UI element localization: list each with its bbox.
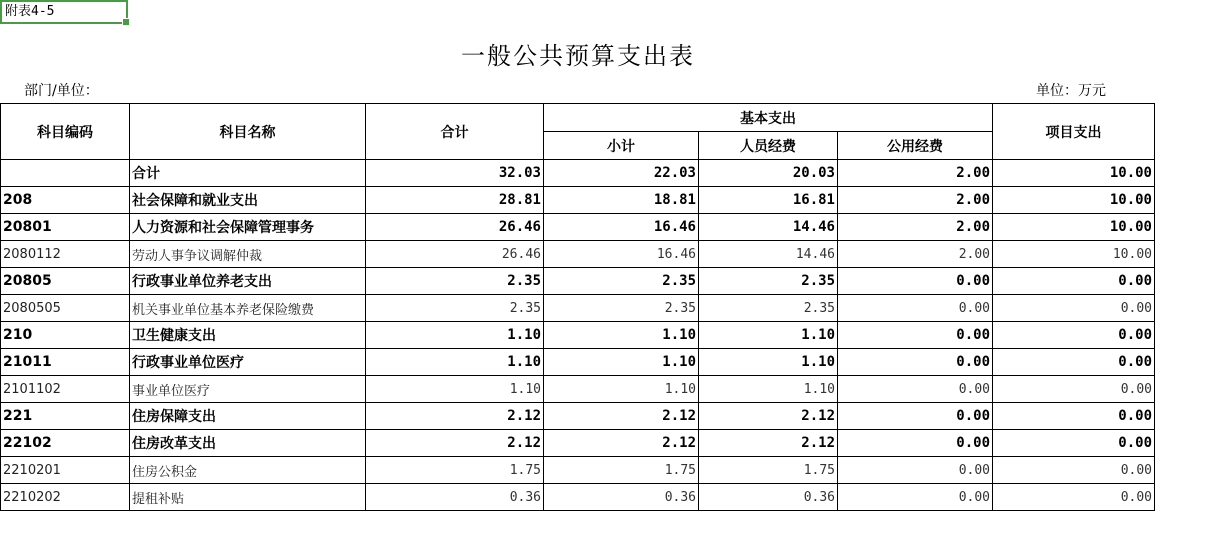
total-cell[interactable]: 1.10	[366, 376, 544, 403]
public-cell[interactable]: 0.00	[838, 403, 993, 430]
name-cell[interactable]: 人力资源和社会保障管理事务	[130, 214, 366, 241]
project-cell[interactable]: 0.00	[993, 295, 1155, 322]
subtotal-cell[interactable]: 2.35	[544, 295, 699, 322]
table-row	[1, 349, 1155, 376]
header-public: 公用经费	[838, 132, 993, 160]
code-cell[interactable]: 2210201	[1, 457, 130, 484]
public-cell[interactable]: 0.00	[838, 349, 993, 376]
project-cell[interactable]: 0.00	[993, 484, 1155, 511]
personnel-cell[interactable]: 1.10	[699, 349, 838, 376]
table-row	[1, 457, 1155, 484]
total-cell[interactable]: 2.12	[366, 430, 544, 457]
header-basic: 基本支出	[544, 104, 993, 132]
code-cell[interactable]: 2101102	[1, 376, 130, 403]
public-cell[interactable]: 0.00	[838, 376, 993, 403]
subtotal-cell[interactable]: 2.12	[544, 403, 699, 430]
code-cell[interactable]: 20805	[1, 268, 130, 295]
public-cell[interactable]: 0.00	[838, 484, 993, 511]
total-cell[interactable]: 2.35	[366, 295, 544, 322]
public-cell[interactable]: 0.00	[838, 322, 993, 349]
personnel-cell[interactable]: 2.35	[699, 268, 838, 295]
table-title: 一般公共预算支出表	[461, 42, 695, 70]
header-subtotal: 小计	[544, 132, 699, 160]
public-cell[interactable]: 0.00	[838, 268, 993, 295]
public-cell[interactable]: 2.00	[838, 187, 993, 214]
code-cell[interactable]: 2080112	[1, 241, 130, 268]
budget-table	[0, 103, 1155, 511]
active-cell[interactable]: 附表4-5	[0, 0, 128, 24]
table-row	[1, 484, 1155, 511]
project-cell[interactable]: 0.00	[993, 376, 1155, 403]
code-cell[interactable]: 210	[1, 322, 130, 349]
personnel-cell[interactable]: 1.75	[699, 457, 838, 484]
table-row	[1, 295, 1155, 322]
total-cell[interactable]: 26.46	[366, 214, 544, 241]
code-cell[interactable]: 2210202	[1, 484, 130, 511]
subtotal-cell[interactable]: 2.35	[544, 268, 699, 295]
total-cell[interactable]: 1.10	[366, 349, 544, 376]
project-cell[interactable]: 0.00	[993, 430, 1155, 457]
code-cell[interactable]: 22102	[1, 430, 130, 457]
personnel-cell[interactable]: 0.36	[699, 484, 838, 511]
name-cell[interactable]: 住房保障支出	[130, 403, 366, 430]
public-cell[interactable]: 0.00	[838, 295, 993, 322]
name-cell[interactable]: 行政事业单位养老支出	[130, 268, 366, 295]
name-cell[interactable]: 机关事业单位基本养老保险缴费	[130, 295, 366, 322]
project-cell[interactable]: 0.00	[993, 322, 1155, 349]
subtotal-cell[interactable]: 1.10	[544, 376, 699, 403]
subtotal-cell[interactable]: 16.46	[544, 241, 699, 268]
total-cell[interactable]: 2.12	[366, 403, 544, 430]
personnel-cell[interactable]: 2.35	[699, 295, 838, 322]
personnel-cell[interactable]: 14.46	[699, 241, 838, 268]
total-cell[interactable]: 28.81	[366, 187, 544, 214]
project-cell[interactable]: 0.00	[993, 349, 1155, 376]
name-cell[interactable]: 社会保障和就业支出	[130, 187, 366, 214]
public-cell[interactable]: 2.00	[838, 241, 993, 268]
name-cell[interactable]: 住房改革支出	[130, 430, 366, 457]
project-cell[interactable]: 0.00	[993, 457, 1155, 484]
table-row	[1, 376, 1155, 403]
subtotal-cell[interactable]: 0.36	[544, 484, 699, 511]
personnel-cell[interactable]: 20.03	[699, 160, 838, 187]
subtotal-cell[interactable]: 16.46	[544, 214, 699, 241]
project-cell[interactable]: 10.00	[993, 160, 1155, 187]
table-row	[1, 430, 1155, 457]
table-row	[1, 214, 1155, 241]
code-cell[interactable]: 20801	[1, 214, 130, 241]
code-cell[interactable]: 221	[1, 403, 130, 430]
public-cell[interactable]: 2.00	[838, 160, 993, 187]
name-cell[interactable]: 劳动人事争议调解仲裁	[130, 241, 366, 268]
dept-label: 部门/单位：	[24, 83, 99, 99]
header-total: 合计	[366, 104, 544, 160]
table-row	[1, 241, 1155, 268]
project-cell[interactable]: 0.00	[993, 403, 1155, 430]
table-row	[1, 268, 1155, 295]
project-cell[interactable]: 10.00	[993, 187, 1155, 214]
header-code: 科目编码	[1, 104, 130, 160]
name-cell[interactable]: 行政事业单位医疗	[130, 349, 366, 376]
personnel-cell[interactable]: 16.81	[699, 187, 838, 214]
subtotal-cell[interactable]: 18.81	[544, 187, 699, 214]
subtotal-cell[interactable]: 22.03	[544, 160, 699, 187]
public-cell[interactable]: 0.00	[838, 457, 993, 484]
name-cell[interactable]: 事业单位医疗	[130, 376, 366, 403]
total-cell[interactable]: 1.10	[366, 322, 544, 349]
name-cell[interactable]: 住房公积金	[130, 457, 366, 484]
code-cell[interactable]: 21011	[1, 349, 130, 376]
code-cell[interactable]	[1, 160, 130, 187]
name-cell[interactable]: 提租补贴	[130, 484, 366, 511]
personnel-cell[interactable]: 14.46	[699, 214, 838, 241]
public-cell[interactable]: 0.00	[838, 430, 993, 457]
header-project: 项目支出	[993, 104, 1155, 160]
project-cell[interactable]: 10.00	[993, 241, 1155, 268]
total-cell[interactable]: 1.75	[366, 457, 544, 484]
total-cell[interactable]: 2.35	[366, 268, 544, 295]
subtotal-cell[interactable]: 2.12	[544, 430, 699, 457]
personnel-cell[interactable]: 1.10	[699, 376, 838, 403]
subtotal-cell[interactable]: 1.75	[544, 457, 699, 484]
header-personnel: 人员经费	[699, 132, 838, 160]
total-cell[interactable]: 26.46	[366, 241, 544, 268]
name-cell[interactable]: 合计	[130, 160, 366, 187]
table-row	[1, 322, 1155, 349]
code-cell[interactable]: 208	[1, 187, 130, 214]
subtotal-cell[interactable]: 1.10	[544, 322, 699, 349]
table-row	[1, 403, 1155, 430]
total-cell[interactable]: 32.03	[366, 160, 544, 187]
public-cell[interactable]: 2.00	[838, 214, 993, 241]
total-cell[interactable]: 0.36	[366, 484, 544, 511]
project-cell[interactable]: 10.00	[993, 214, 1155, 241]
project-cell[interactable]: 0.00	[993, 268, 1155, 295]
code-cell[interactable]: 2080505	[1, 295, 130, 322]
table-row	[1, 160, 1155, 187]
name-cell[interactable]: 卫生健康支出	[130, 322, 366, 349]
personnel-cell[interactable]: 1.10	[699, 322, 838, 349]
personnel-cell[interactable]: 2.12	[699, 403, 838, 430]
subtotal-cell[interactable]: 1.10	[544, 349, 699, 376]
unit-label: 单位：万元	[1036, 83, 1106, 99]
table-row	[1, 187, 1155, 214]
personnel-cell[interactable]: 2.12	[699, 430, 838, 457]
header-name: 科目名称	[130, 104, 366, 160]
